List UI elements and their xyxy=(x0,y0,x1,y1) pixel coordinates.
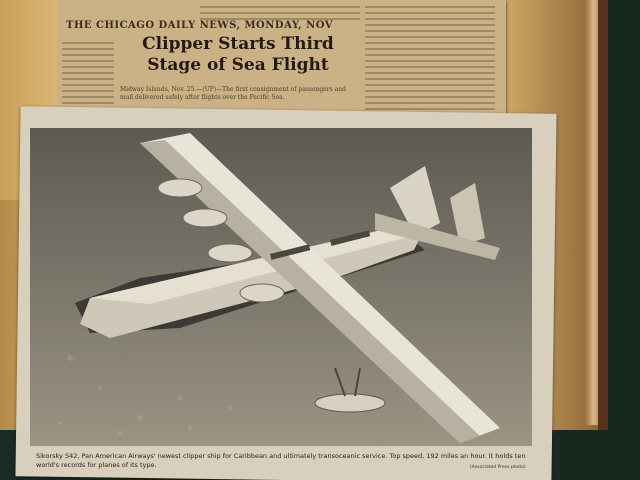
newsprint-column xyxy=(200,6,360,20)
wing-float xyxy=(315,394,385,412)
book-cover-edge xyxy=(598,0,608,430)
newsprint-column xyxy=(62,42,114,112)
headline-line-1: Clipper Starts Third xyxy=(142,34,334,54)
newspaper-masthead: THE CHICAGO DAILY NEWS, MONDAY, NOV xyxy=(66,20,334,31)
photo-credit: (Associated Press photo) xyxy=(470,465,526,470)
engine-nacelle xyxy=(183,209,227,227)
seaplane-illustration xyxy=(30,128,532,446)
article-headline xyxy=(118,34,358,76)
photo-caption: Sikorsky S42, Pan American Airways' newest clipper ship for Caribbean and ultimately transoceanic service. Top speed, 192 miles an hour. It holds ten world's records for planes of its type. xyxy=(36,452,526,469)
engine-nacelle xyxy=(208,244,252,262)
engine-nacelle xyxy=(158,179,202,197)
article-body: Midway Islands, Nov. 25.—(UP)—The first consignment of passengers and mail delivered safely after flights over the Pacific Sea. xyxy=(120,86,346,101)
seaplane-photo xyxy=(30,128,532,446)
newsprint-column xyxy=(365,6,495,114)
engine-nacelle xyxy=(240,284,284,302)
headline-line-2: Stage of Sea Flight xyxy=(147,55,329,75)
